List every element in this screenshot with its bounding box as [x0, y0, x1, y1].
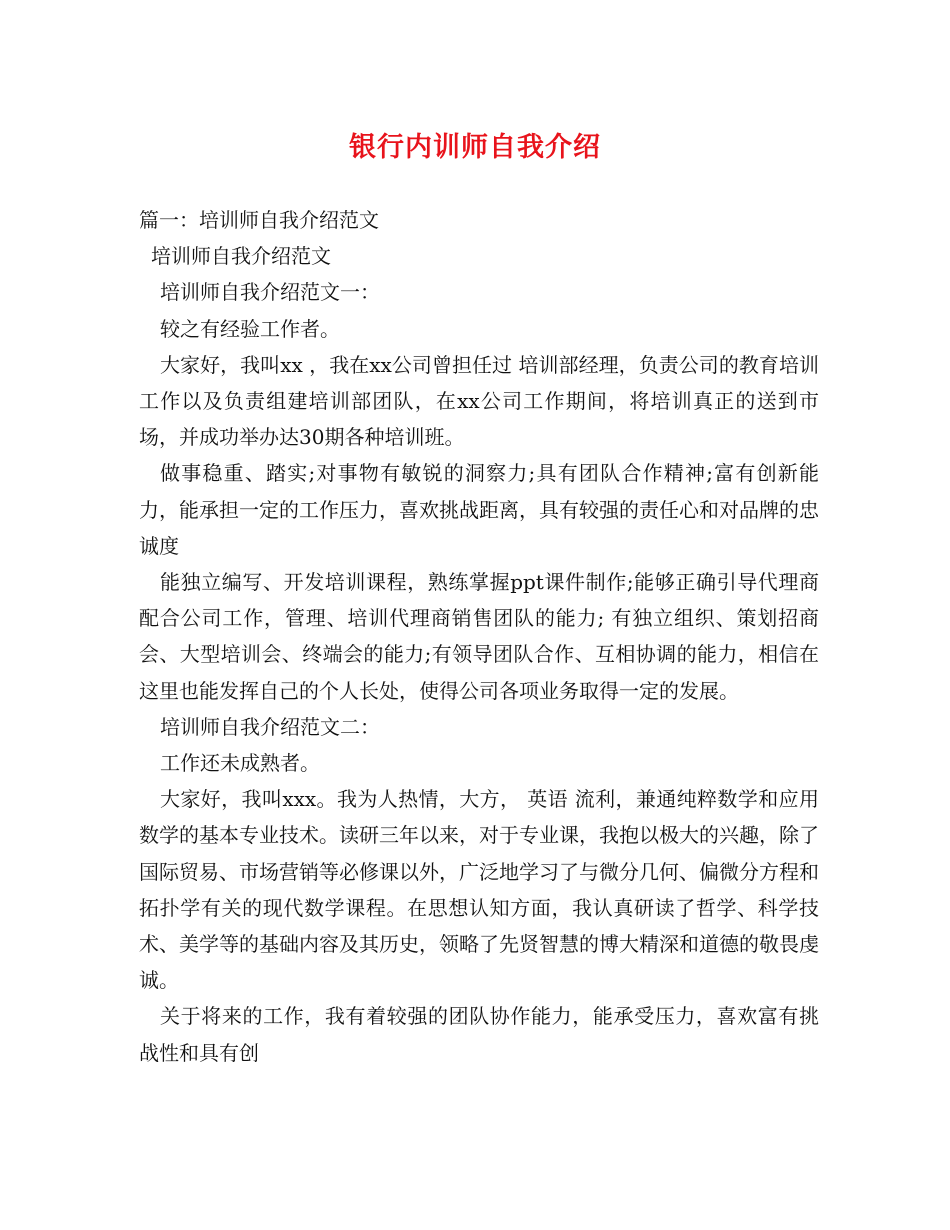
- paragraph: 培训师自我介绍范文二：: [160, 714, 380, 739]
- document-body: [139, 202, 819, 1071]
- paragraph: 做事稳重、踏实;对事物有敏锐的洞察力;具有团队合作精神;富有创新能力，能承担一定的工作压力，喜欢挑战距离，具有较强的责任心和对品牌的忠诚度: [139, 461, 819, 558]
- paragraph: 大家好，我叫xxx。我为人热情，大方， 英语 流利，兼通纯粹数学和应用数学的基本专业技术。读研三年以来，对于专业课，我抱以极大的兴趣，除了国际贸易、市场营销等必修课以外，广泛地学习了与微分几何、偏微分方程和拓扑学有关的现代数学课程。在思想认知方面，我认真研读了哲学、科学技术、美学等的基础内容及其历史，领略了先贤智慧的博大精深和道德的敬畏虔诚。: [139, 787, 819, 993]
- paragraph: 大家好，我叫xx ，我在xx公司曾担任过 培训部经理，负责公司的教育培训工作以及负责组建培训部团队，在xx公司工作期间，将培训真正的送到市场，并成功举办达30期各种培训班。: [139, 352, 819, 450]
- paragraph: 较之有经验工作者。: [160, 316, 340, 341]
- paragraph: 培训师自我介绍范文一：: [160, 280, 380, 305]
- paragraph: 工作还未成熟者。: [160, 751, 320, 776]
- paragraph: 关于将来的工作，我有着较强的团队协作能力，能承受压力，喜欢富有挑战性和具有创: [139, 1004, 819, 1065]
- section-heading: 篇一：培训师自我介绍范文: [139, 208, 379, 232]
- document-title: 银行内训师自我介绍: [349, 132, 601, 163]
- subheading: 培训师自我介绍范文: [151, 244, 331, 269]
- paragraph: 能独立编写、开发培训课程，熟练掌握ppt课件制作;能够正确引导代理商配合公司工作，管理、培训代理商销售团队的能力; 有独立组织、策划招商会、大型培训会、终端会的能力;有领导团队合作、互相协调的能力，相信在这里也能发挥自己的个人长处，使得公司各项业务取得一定的发展。: [139, 570, 819, 703]
